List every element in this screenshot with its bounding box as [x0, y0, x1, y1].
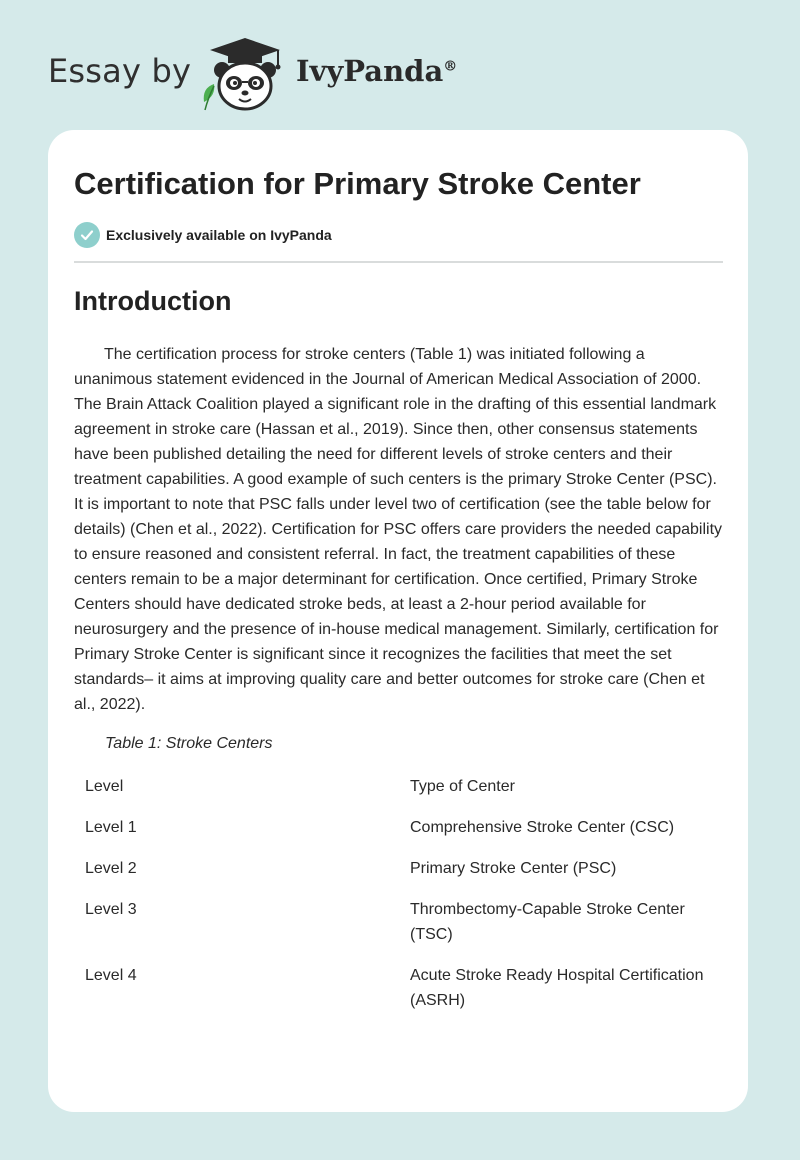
table-row	[85, 815, 725, 840]
table-row	[85, 963, 725, 1013]
table-row	[85, 856, 725, 881]
section-title: Introduction	[74, 286, 232, 316]
brand-prefix: Essay by	[48, 52, 192, 90]
exclusive-badge	[74, 222, 332, 248]
stroke-centers-table	[85, 774, 725, 1029]
table-row	[85, 897, 725, 947]
table-header-cell: Type of Center	[410, 778, 515, 795]
table-cell: Comprehensive Stroke Center (CSC)	[410, 819, 675, 836]
table-cell: Level 4	[85, 967, 137, 984]
table-cell: Level 3	[85, 901, 137, 918]
badge-text: Exclusively available on IvyPanda	[106, 227, 332, 243]
article-card	[48, 130, 748, 1112]
table-header-row	[85, 774, 725, 799]
check-circle-icon	[74, 222, 100, 248]
page-title: Certification for Primary Stroke Center	[74, 166, 641, 201]
table-cell: Primary Stroke Center (PSC)	[410, 860, 617, 877]
table-cell: Level 1	[85, 819, 137, 836]
table-cell: Thrombectomy-Capable Stroke Center (TSC)	[410, 901, 685, 943]
table-cell: Level 2	[85, 860, 137, 877]
panda-graduate-logo-icon[interactable]	[200, 36, 290, 112]
table-caption: Table 1: Stroke Centers	[105, 735, 273, 752]
divider	[74, 261, 723, 263]
intro-paragraph: The certification process for stroke centers (Table 1) was initiated following a unanimous statement evidenced in the Journal of American Medical Association of 2000. The Brain Attack Coalition played a significant role in the drafting of this essential landmark agreement in stroke care (Hassan et al., 2019). Since then, other consensus statements have been published detailing the need for different levels of stroke centers and their treatment capabilities. A good example of such centers is the primary Stroke Center (PSC). It is important to note that PSC falls under level two of certification (see the table below for details) (Chen et al., 2022). Certification for PSC offers care providers the needed capability to ensure reasoned and consistent referral. In fact, the treatment capabilities of these centers remain to be a major determinant for certification. Once certified, Primary Stroke Centers should have dedicated stroke beds, at least a 2-hour period available for neurosurgery and the presence of in-house medical management. Similarly, certification for Primary Stroke Center is significant since it recognizes the facilities that meet the set standards– it aims at improving quality care and better outcomes for stroke care (Chen et al., 2022).	[74, 346, 723, 713]
brand-header	[48, 36, 568, 116]
registered-mark: ®	[443, 58, 458, 75]
brand-name[interactable]: IvyPanda®	[296, 54, 458, 88]
table-header-cell: Level	[85, 778, 124, 795]
table-cell: Acute Stroke Ready Hospital Certification (ASRH)	[410, 967, 704, 1009]
